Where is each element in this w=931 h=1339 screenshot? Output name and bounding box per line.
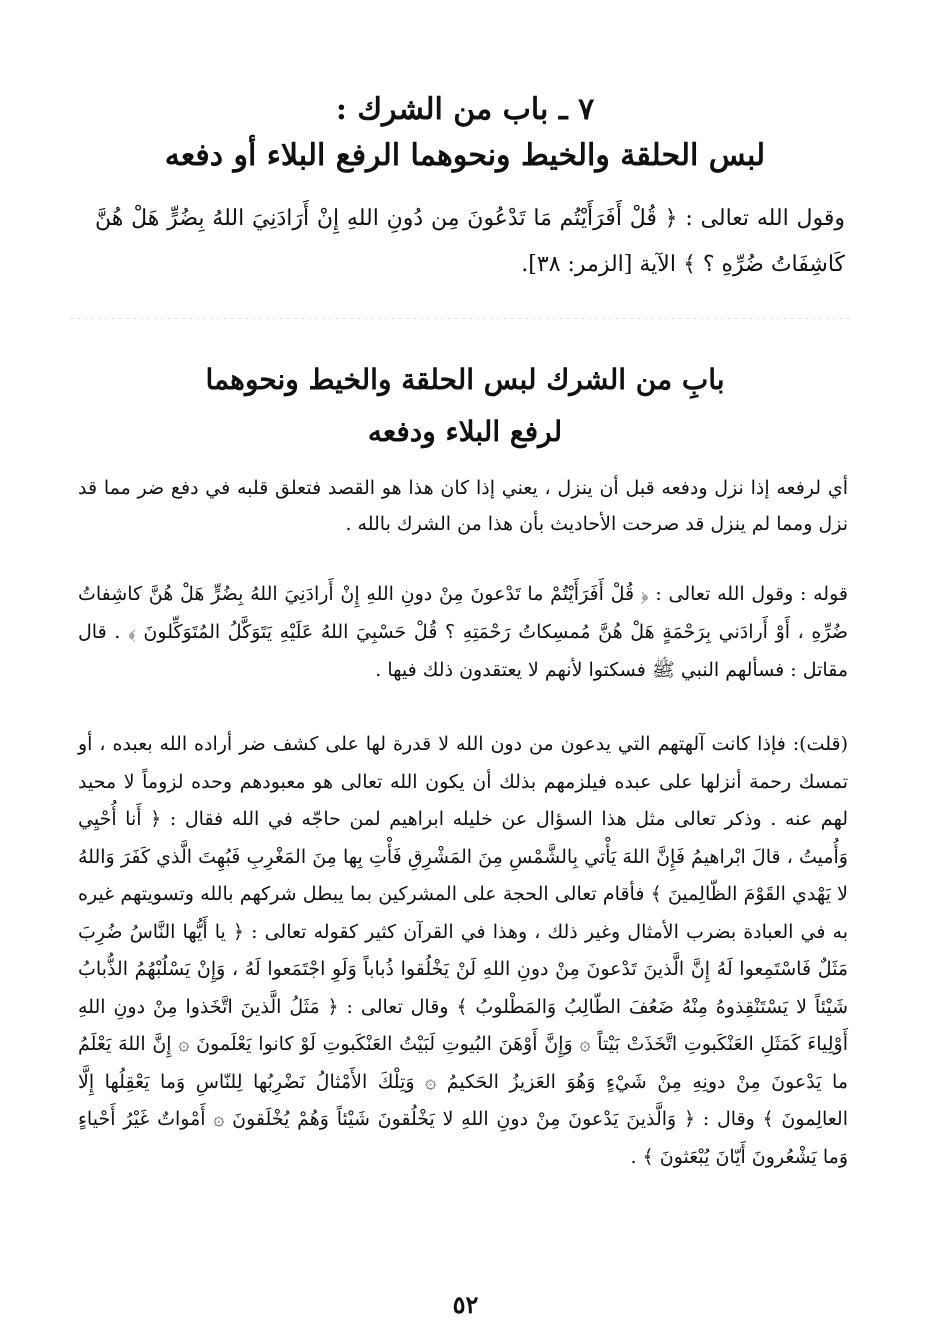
- paragraph-3: (قلت): فإذا كانت آلهتهم التي يدعون من دون الله لا قدرة لها على كشف ضر أراده الله بعبده ، أو تمسك رحمة أنزلها على عبده فيلزمهم بذلك أن يكون الله تعالى هو معبودهم وحده لزوماً لا محيد لهم عنه . وذكر تعالى مثل هذا السؤال عن خليله ابراهيم لمن حاجّه في الله فقال : ﴿ أَنا أُحْيِي وَأُميتُ ، قالَ ابْراهيمُ فَإِنَّ اللهَ يَأْتي بِالشَّمْسِ مِنَ المَشْرِقِ فَأْتِ بِها مِنَ المَغْرِبِ فَبُهِتَ الَّذي كَفَرَ وَاللهُ لا يَهْدي القَوْمَ الظّالِمينَ ﴾ فأقام تعالى الحجة على المشركين بما يبطل شركهم بالله وتسويتهم غيره به في العبادة بضرب الأمثال وغير ذلك ، وهذا في القرآن كثير كقوله تعالى : ﴿ يا أَيُّها النَّاسُ ضُرِبَ مَثَلٌ فَاسْتَمِعوا لَهُ إِنَّ الَّذينَ تَدْعونَ مِنْ دونِ اللهِ لَنْ يَخْلُقوا ذُباباً وَلَوِ اجْتَمَعوا لَهُ ، وَإِنْ يَسْلُبْهُمُ الذُّبابُ شَيْئاً لا يَسْتَنْقِذوهُ مِنْهُ ضَعُفَ الطّالِبُ وَالمَطْلوبُ ﴾ وقال تعالى : ﴿ مَثَلُ الَّذينَ اتَّخَذوا مِنْ دونِ اللهِ أَوْلِياءَ كَمَثَلِ العَنْكَبوتِ اتَّخَذَتْ بَيْتاً ۞ وَإِنَّ أَوْهَنَ البُيوتِ لَبَيْتُ العَنْكَبوتِ لَوْ كانوا يَعْلَمونَ ۞ إِنَّ اللهَ يَعْلَمُ ما يَدْعونَ مِنْ دونِهِ مِنْ شَيْءٍ وَهُوَ العَزيزُ الحَكيمُ ۞ وَتِلْكَ الأَمْثالُ نَضْرِبُها لِلنّاسِ وَما يَعْقِلُها إِلَّا العالِمونَ ﴾ وقال : ﴿ وَالَّذينَ يَدْعونَ مِنْ دونِ اللهِ لا يَخْلُقونَ شَيْئاً وَهُمْ يُخْلَقونَ ۞ أَمْواتٌ غَيْرُ أَحْياءٍ وَما يَشْعُرونَ أَيّانَ يُبْعَثونَ ﴾ .: [78, 733, 848, 1168]
- page-number: ٥٢: [452, 1290, 479, 1319]
- paragraph-1: أي لرفعه إذا نزل ودفعه قبل أن ينزل ، يعني إذا كان هذا هو القصد فتعلق قلبه في دفع ضر مما قد نزل ومما لم ينزل قد صرحت الأحاديث بأن هذا من الشرك بالله .: [78, 477, 848, 535]
- chapter-title: ٧ ـ باب من الشرك :: [335, 92, 595, 127]
- separator-line: [70, 318, 850, 319]
- chapter-subtitle: لبس الحلقة والخيط ونحوهما الرفع البلاء أو دفعه: [164, 138, 766, 173]
- commentary-heading: بابِ من الشرك لبس الحلقة والخيط ونحوهما: [205, 363, 725, 396]
- commentary-subheading: لرفع البلاء ودفعه: [367, 415, 563, 448]
- chapter-verse: وقول الله تعالى : ﴿ قُلْ أَفَرَأَيْتُم مَا تَدْعُونَ مِن دُونِ اللهِ إِنْ أَرَادَنِيَ اللهُ بِضُرٍّ هَلْ هُنَّ كَاشِفَاتُ ضُرِّهِ ؟ ﴾ الآية [الزمر: ٣٨].: [95, 206, 845, 277]
- paragraph-2: قوله : وقول الله تعالى : ﴿ قُلْ أَفَرَأَيْتُمْ ما تَدْعونَ مِنْ دونِ اللهِ إِنْ أَرادَنِيَ اللهُ بِضُرٍّ هَلْ هُنَّ كاشِفاتُ ضُرِّهِ ، أَوْ أَرادَني بِرَحْمَةٍ هَلْ هُنَّ مُمسِكاتُ رَحْمَتِهِ ؟ قُلْ حَسْبِيَ اللهُ عَلَيْهِ يَتَوَكَّلُ المُتَوَكِّلونَ ﴾ . قال مقاتل : فسألهم النبي ﷺ فسكتوا لأنهم لا يعتقدون ذلك فيها .: [78, 583, 848, 681]
